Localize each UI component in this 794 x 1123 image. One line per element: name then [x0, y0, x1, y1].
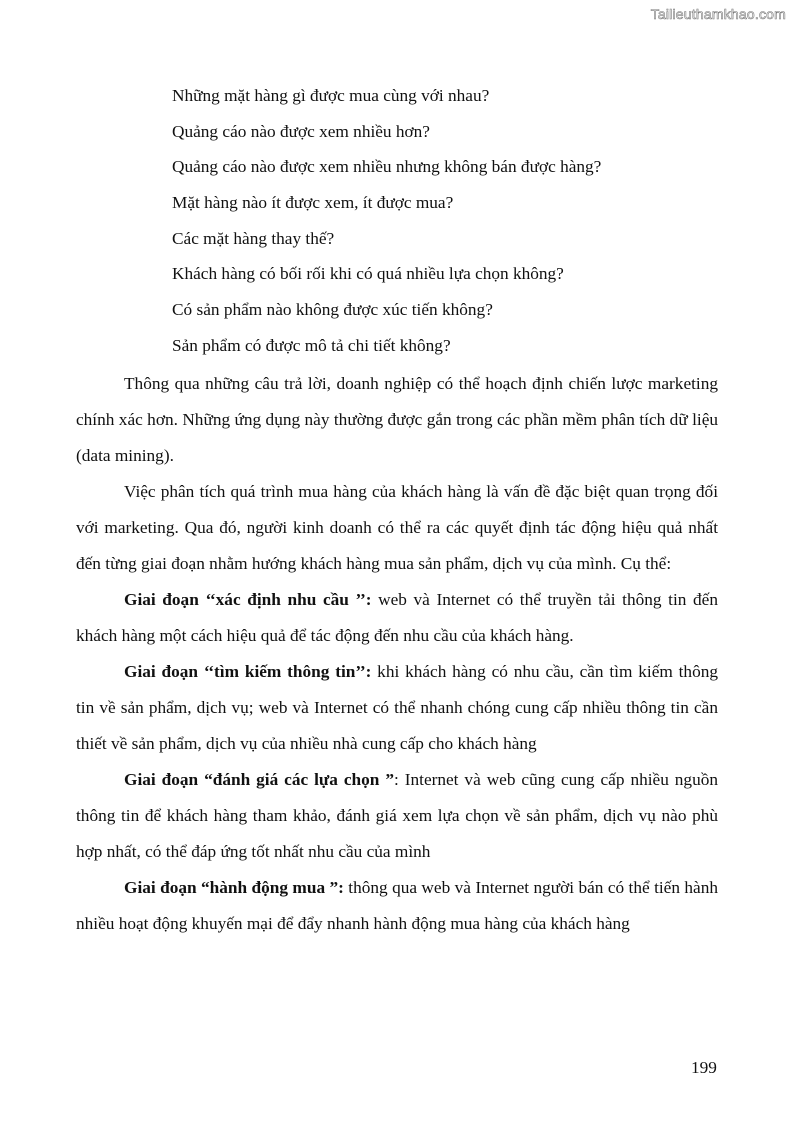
- question-item: Có sản phẩm nào không được xúc tiến không?: [172, 300, 493, 320]
- paragraph-purchase-analysis: Việc phân tích quá trình mua hàng của khách hàng là vấn đề đặc biệt quan trọng đối với marketing. Qua đó, người kinh doanh có thể ra các quyết định tác động hiệu quả nhất đến từng giai đoạn nhằm hướng khách hàng mua sản phẩm, dịch vụ của mình. Cụ thể:: [76, 481, 718, 573]
- stage-text: : Internet và web cũng cung cấp nhiều nguồn thông tin để khách hàng tham khảo, đánh giá xem lựa chọn về sản phẩm, dịch vụ nào phù hợp nhất, có thể đáp ứng tốt nhất nhu cầu của mình: [76, 769, 718, 861]
- question-item: Quảng cáo nào được xem nhiều hơn?: [172, 121, 430, 141]
- question-item: Quảng cáo nào được xem nhiều nhưng không bán được hàng?: [172, 157, 602, 177]
- stage-title: Giai đoạn “hành động mua ”:: [124, 877, 344, 897]
- stage-information-search: [76, 654, 718, 762]
- question-item: Khách hàng có bối rối khi có quá nhiều lựa chọn không?: [172, 264, 564, 284]
- stage-text: thông qua web và Internet người bán có thể tiến hành nhiều hoạt động khuyến mại để đẩy nhanh hành động mua hàng của khách hàng: [76, 877, 718, 933]
- question-item: Các mặt hàng thay thế?: [172, 228, 335, 248]
- stage-title: Giai đoạn ‘‘xác định nhu cầu ’’:: [124, 589, 372, 609]
- stage-need-recognition: [76, 582, 718, 654]
- page-content: [76, 80, 718, 942]
- page-number: 199: [691, 1058, 717, 1077]
- question-item: Mặt hàng nào ít được xem, ít được mua?: [172, 193, 454, 213]
- watermark: Tailieuthamkhao.com: [650, 6, 786, 22]
- stage-title: Giai đoạn ‘‘tìm kiếm thông tin’’:: [124, 661, 372, 681]
- paragraph-answers: Thông qua những câu trả lời, doanh nghiệp có thể hoạch định chiến lược marketing chính xác hơn. Những ứng dụng này thường được gắn trong các phần mềm phân tích dữ liệu (data mining).: [76, 373, 718, 465]
- stage-evaluation: [76, 762, 718, 870]
- question-item: Sản phẩm có được mô tả chi tiết không?: [172, 335, 451, 355]
- question-list: [76, 80, 718, 366]
- stage-text: khi khách hàng có nhu cầu, cần tìm kiếm thông tin về sản phẩm, dịch vụ; web và Internet có thể nhanh chóng cung cấp nhiều thông tin cần thiết về sản phẩm, dịch vụ của nhiều nhà cung cấp cho khách hàng: [76, 661, 718, 753]
- question-item: Những mặt hàng gì được mua cùng với nhau?: [172, 86, 490, 105]
- stage-title: Giai đoạn “đánh giá các lựa chọn ”: [124, 769, 394, 789]
- stage-purchase: [76, 870, 718, 942]
- stage-text: web và Internet có thể truyền tải thông tin đến khách hàng một cách hiệu quả để tác động đến nhu cầu của khách hàng.: [76, 589, 718, 645]
